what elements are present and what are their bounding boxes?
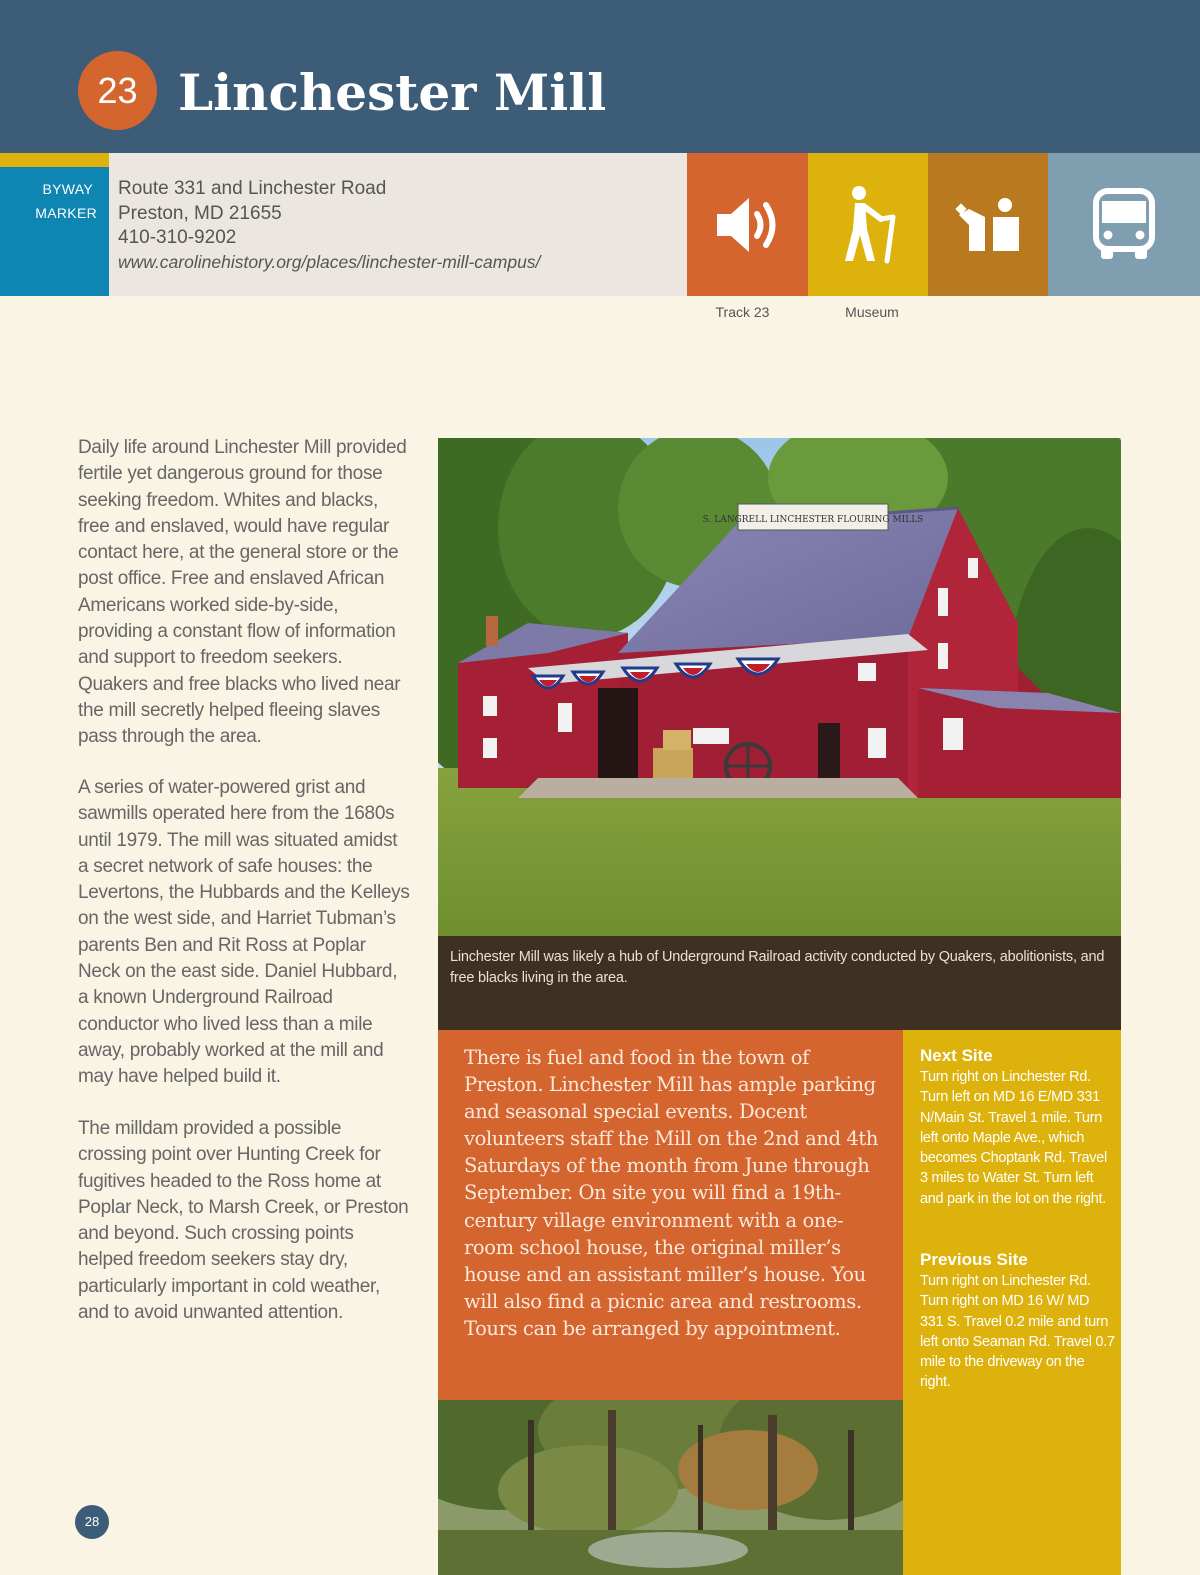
byway-marker-label (0, 167, 109, 296)
bus-icon (1092, 187, 1156, 263)
page-title: Linchester Mill (178, 63, 607, 122)
site-number-badge: 23 (78, 51, 157, 130)
museum-caption: Museum (845, 304, 899, 320)
mill-sign-text: S. LANGRELL LINCHESTER FLOURING MILLS (702, 515, 924, 525)
directions-box (903, 1030, 1121, 1575)
page-header (0, 0, 1200, 153)
page-number: 28 (75, 1505, 109, 1539)
accent-stripe (0, 153, 109, 167)
marker-label-line1: BYWAY (42, 181, 93, 197)
next-site-directions: Turn right on Linchester Rd. Turn left on MD 16 E/MD 331 N/Main St. Travel 1 mile. Turn left onto Maple Ave., which becomes Choptank Rd. Travel 3 miles to Water St. Turn left and park in the lot on the right. (920, 1069, 1107, 1207)
address-url[interactable]: www.carolinehistory.org/places/linchester-mill-campus/ (118, 252, 541, 272)
photo-caption-box (438, 936, 1121, 1030)
address-block (109, 153, 687, 296)
forest-photo (438, 1400, 903, 1575)
previous-site-heading: Previous Site (920, 1250, 1028, 1269)
address-phone: 410-310-9202 (118, 227, 237, 248)
hiker-icon (835, 185, 901, 265)
photo-caption: Linchester Mill was likely a hub of Underground Railroad activity conducted by Quakers, abolitionists, and free blacks living in the area. (450, 949, 1105, 986)
marker-label-line2: MARKER (35, 205, 97, 221)
museum-tile[interactable] (928, 153, 1048, 296)
walking-tile[interactable] (808, 153, 928, 296)
visitor-info-text: There is fuel and food in the town of Preston. Linchester Mill has ample parking and seasonal special events. Docent volunteers staff the Mill on the 2nd and 4th Saturdays of the month from June through September. On site you will find a 19th-century village environment with a one-room school house, the original miller’s house and an assistant miller’s house. You will also find a picnic area and restrooms. Tours can be arranged by appointment. (464, 1046, 879, 1340)
mill-photo (438, 438, 1121, 936)
previous-site-directions: Turn right on Linchester Rd. Turn right on MD 16 W/ MD 331 S. Travel 0.2 mile and turn left onto Seaman Rd. Travel 0.7 mile to the driveway on the right. (920, 1273, 1115, 1391)
audio-track-caption: Track 23 (715, 304, 770, 320)
body-paragraph-3: The milldam provided a possible crossing point over Hunting Creek for fugitives headed to the Ross home at Poplar Neck, to Marsh Creek, or Preston and beyond. Such crossing points helped freedom seekers stay dry, particularly important in cold weather, and to avoid unwanted attention. (78, 1118, 409, 1324)
audio-tour-tile[interactable] (687, 153, 808, 296)
museum-icon (955, 195, 1021, 255)
body-paragraph-1: Daily life around Linchester Mill provided fertile yet dangerous ground for those seeking freedom. Whites and blacks, free and enslaved, would have regular contact here, at the general store or the post office. Free and enslaved African Americans worked side-by-side, providing a constant flow of information and support to freedom seekers. Quakers and free blacks who lived near the mill secretly helped fleeing slaves pass through the area. (78, 437, 407, 748)
visitor-info-box (438, 1030, 903, 1400)
bus-tile[interactable] (1048, 153, 1200, 296)
address-city: Preston, MD 21655 (118, 203, 282, 224)
speaker-icon (713, 190, 783, 260)
address-street: Route 331 and Linchester Road (118, 178, 387, 199)
next-site-heading: Next Site (920, 1046, 993, 1065)
body-paragraph-2: A series of water-powered grist and sawmills operated here from the 1680s until 1979. The mill was situated amidst a secret network of safe houses: the Levertons, the Hubbards and the Kelleys on the west side, and Harriet Tubman’s parents Ben and Rit Ross at Poplar Neck on the east side. Daniel Hubbard, a known Underground Railroad conductor who lived less than a mile away, probably worked at the mill and may have helped build it. (78, 777, 410, 1088)
